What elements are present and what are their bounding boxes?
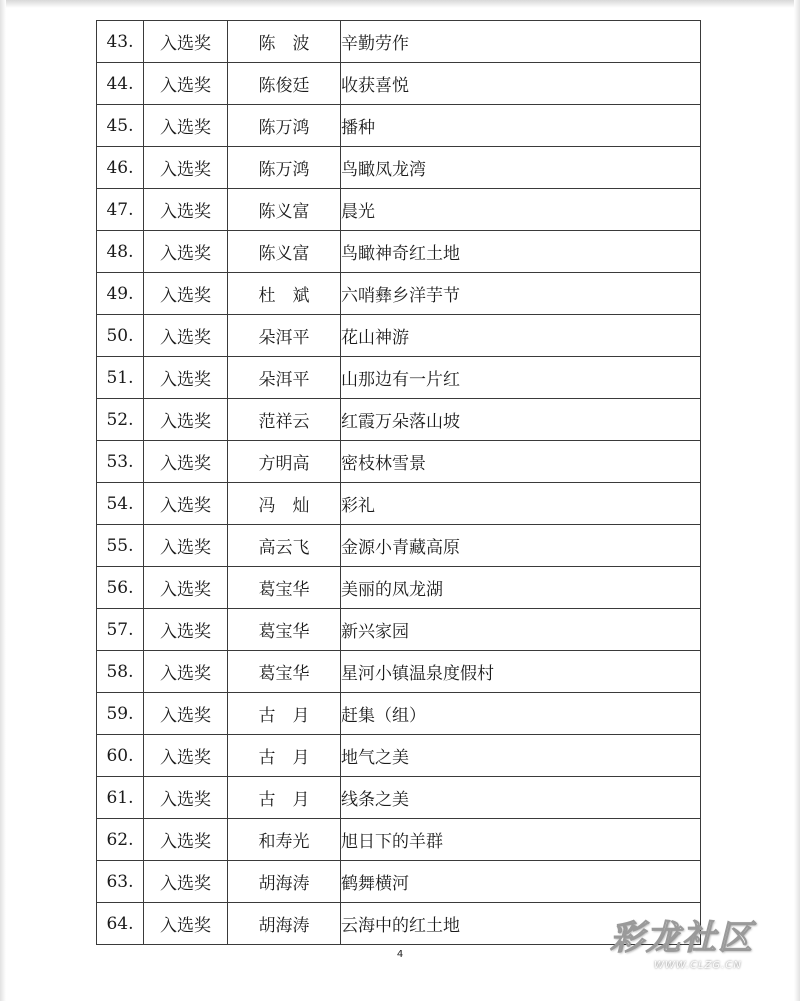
awards-table: [96, 20, 701, 945]
row-number: 55.: [97, 525, 144, 567]
award-level: 入选奖: [144, 399, 228, 441]
table-row: [97, 105, 701, 147]
row-number: 52.: [97, 399, 144, 441]
work-title: 新兴家园: [341, 609, 701, 651]
table-row: [97, 777, 701, 819]
author-name: 古 月: [228, 777, 341, 819]
row-number: 48.: [97, 231, 144, 273]
table-row: [97, 63, 701, 105]
work-title: 辛勤劳作: [341, 21, 701, 63]
work-title: 晨光: [341, 189, 701, 231]
author-name: 范祥云: [228, 399, 341, 441]
work-title: 金源小青藏高原: [341, 525, 701, 567]
row-number: 62.: [97, 819, 144, 861]
author-name: 陈俊廷: [228, 63, 341, 105]
work-title: 美丽的凤龙湖: [341, 567, 701, 609]
watermark-logo: [610, 918, 780, 988]
award-level: 入选奖: [144, 63, 228, 105]
work-title: 鸟瞰神奇红土地: [341, 231, 701, 273]
author-name: 和寿光: [228, 819, 341, 861]
row-number: 54.: [97, 483, 144, 525]
work-title: 云海中的红土地: [341, 903, 701, 945]
author-name: 古 月: [228, 693, 341, 735]
award-level: 入选奖: [144, 21, 228, 63]
page-edge-right: [794, 0, 800, 1001]
work-title: 收获喜悦: [341, 63, 701, 105]
work-title: 星河小镇温泉度假村: [341, 651, 701, 693]
award-level: 入选奖: [144, 609, 228, 651]
page-number: 4: [396, 949, 404, 960]
row-number: 50.: [97, 315, 144, 357]
table-row: [97, 693, 701, 735]
row-number: 43.: [97, 21, 144, 63]
row-number: 59.: [97, 693, 144, 735]
author-name: 陈万鸿: [228, 147, 341, 189]
work-title: 山那边有一片红: [341, 357, 701, 399]
award-level: 入选奖: [144, 651, 228, 693]
row-number: 61.: [97, 777, 144, 819]
row-number: 45.: [97, 105, 144, 147]
table-row: [97, 483, 701, 525]
author-name: 葛宝华: [228, 609, 341, 651]
table-row: [97, 231, 701, 273]
row-number: 57.: [97, 609, 144, 651]
table-row: [97, 273, 701, 315]
work-title: 旭日下的羊群: [341, 819, 701, 861]
row-number: 58.: [97, 651, 144, 693]
award-level: 入选奖: [144, 231, 228, 273]
award-level: 入选奖: [144, 483, 228, 525]
watermark-title: 彩龙社区: [610, 918, 754, 958]
work-title: 地气之美: [341, 735, 701, 777]
award-level: 入选奖: [144, 567, 228, 609]
table-row: [97, 315, 701, 357]
row-number: 47.: [97, 189, 144, 231]
row-number: 44.: [97, 63, 144, 105]
row-number: 49.: [97, 273, 144, 315]
table-row: [97, 861, 701, 903]
author-name: 冯 灿: [228, 483, 341, 525]
table-row: [97, 357, 701, 399]
award-level: 入选奖: [144, 819, 228, 861]
award-level: 入选奖: [144, 693, 228, 735]
author-name: 陈义富: [228, 189, 341, 231]
row-number: 60.: [97, 735, 144, 777]
award-level: 入选奖: [144, 903, 228, 945]
table-row: [97, 525, 701, 567]
row-number: 53.: [97, 441, 144, 483]
table-row: [97, 441, 701, 483]
author-name: 杜 斌: [228, 273, 341, 315]
table-row: [97, 819, 701, 861]
author-name: 葛宝华: [228, 567, 341, 609]
awards-table-body: [97, 21, 701, 945]
table-row: [97, 567, 701, 609]
table-row: [97, 399, 701, 441]
row-number: 51.: [97, 357, 144, 399]
work-title: 播种: [341, 105, 701, 147]
author-name: 葛宝华: [228, 651, 341, 693]
page-edge-top: [0, 0, 800, 8]
award-level: 入选奖: [144, 315, 228, 357]
author-name: 高云飞: [228, 525, 341, 567]
table-row: [97, 651, 701, 693]
author-name: 朵洱平: [228, 357, 341, 399]
work-title: 六哨彝乡洋芋节: [341, 273, 701, 315]
award-level: 入选奖: [144, 735, 228, 777]
author-name: 陈义富: [228, 231, 341, 273]
author-name: 陈万鸿: [228, 105, 341, 147]
award-level: 入选奖: [144, 147, 228, 189]
award-level: 入选奖: [144, 105, 228, 147]
award-level: 入选奖: [144, 441, 228, 483]
work-title: 赶集（组）: [341, 693, 701, 735]
award-level: 入选奖: [144, 861, 228, 903]
row-number: 63.: [97, 861, 144, 903]
author-name: 陈 波: [228, 21, 341, 63]
author-name: 朵洱平: [228, 315, 341, 357]
row-number: 56.: [97, 567, 144, 609]
work-title: 线条之美: [341, 777, 701, 819]
author-name: 古 月: [228, 735, 341, 777]
work-title: 彩礼: [341, 483, 701, 525]
award-level: 入选奖: [144, 777, 228, 819]
work-title: 鹤舞横河: [341, 861, 701, 903]
watermark-url: WWW.CLZG.CN: [654, 960, 742, 971]
award-level: 入选奖: [144, 357, 228, 399]
work-title: 密枝林雪景: [341, 441, 701, 483]
work-title: 花山神游: [341, 315, 701, 357]
table-row: [97, 147, 701, 189]
row-number: 46.: [97, 147, 144, 189]
table-row: [97, 21, 701, 63]
award-level: 入选奖: [144, 525, 228, 567]
award-level: 入选奖: [144, 273, 228, 315]
work-title: 红霞万朵落山坡: [341, 399, 701, 441]
author-name: 方明高: [228, 441, 341, 483]
author-name: 胡海涛: [228, 861, 341, 903]
page-edge-left: [0, 0, 6, 1001]
work-title: 鸟瞰凤龙湾: [341, 147, 701, 189]
row-number: 64.: [97, 903, 144, 945]
table-row: [97, 609, 701, 651]
author-name: 胡海涛: [228, 903, 341, 945]
table-row: [97, 735, 701, 777]
table-row: [97, 189, 701, 231]
award-level: 入选奖: [144, 189, 228, 231]
